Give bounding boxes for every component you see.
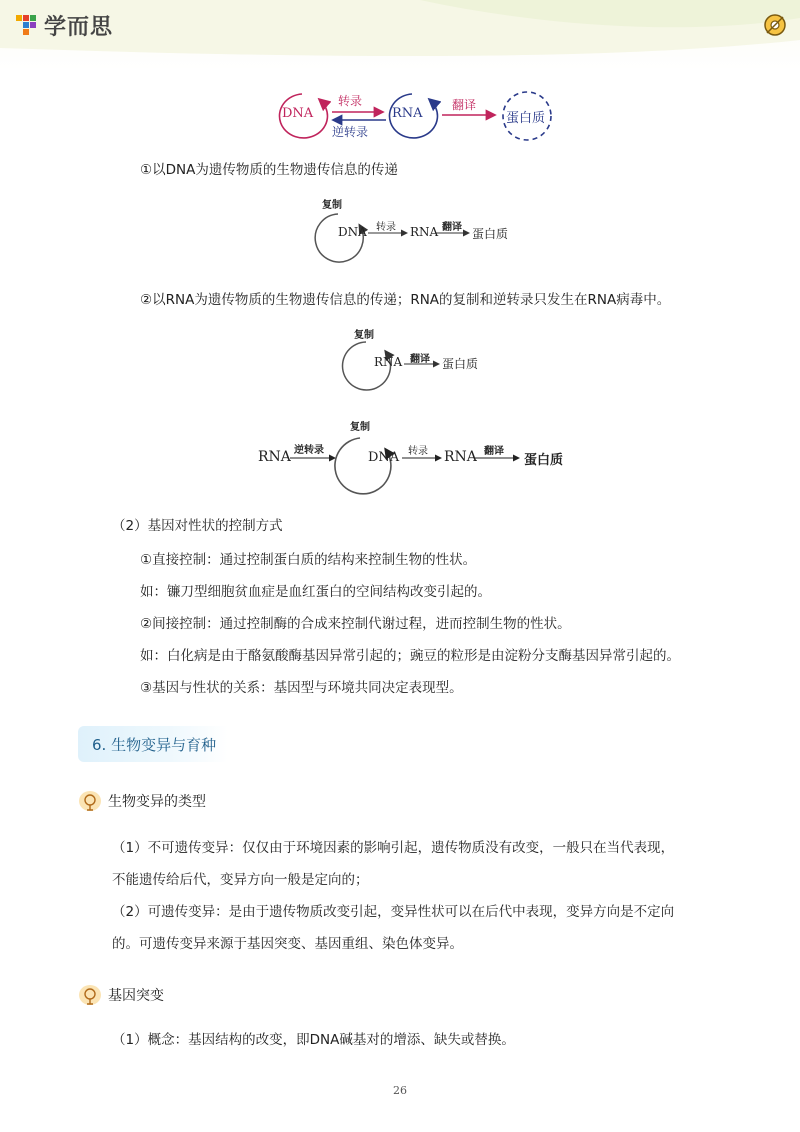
protein-label: 蛋白质 xyxy=(524,453,564,468)
control-line: 如：镰刀型细胞贫血症是血红蛋白的空间结构改变引起的。 xyxy=(140,584,491,600)
item1-text: ①以DNA为遗传物质的生物遗传信息的传递 xyxy=(140,162,398,178)
rna-label: RNA xyxy=(392,106,423,121)
body-line: （1）概念：基因结构的改变，即DNA碱基对的增添、缺失或替换。 xyxy=(112,1032,515,1048)
brand-logo xyxy=(14,10,113,41)
subsection-title: 生物变异的类型 xyxy=(108,794,206,810)
dna-label: DNA xyxy=(282,106,314,121)
protein-label: 蛋白质 xyxy=(506,111,546,126)
section-title: 6. 生物变异与育种 xyxy=(92,736,217,754)
protein-label: 蛋白质 xyxy=(442,357,479,371)
control-line: 如：白化病是由于酪氨酸酶基因异常引起的；豌豆的粒形是由淀粉分支酶基因异常引起的。 xyxy=(140,648,680,664)
reverse-transcription-label: 逆转录 xyxy=(332,125,369,139)
item2-text: ②以RNA为遗传物质的生物遗传信息的传递；RNA的复制和逆转录只发生在RNA病毒中。 xyxy=(140,292,671,308)
subsection-heading xyxy=(78,984,164,1006)
header-decoration xyxy=(0,0,800,70)
rna-label: RNA xyxy=(410,225,439,239)
brand-name: 学而思 xyxy=(44,15,114,40)
brand-logo-icon xyxy=(14,13,40,39)
transcription-label: 转录 xyxy=(338,94,363,108)
control-line: ①直接控制：通过控制蛋白质的结构来控制生物的性状。 xyxy=(140,552,477,568)
rna-flow-diagram-b xyxy=(256,416,576,496)
transcription-label: 转录 xyxy=(376,222,396,233)
control-line: ③基因与性状的关系：基因型与环境共同决定表现型。 xyxy=(140,680,463,696)
page-number: 26 xyxy=(393,1084,407,1097)
rna-label: RNA xyxy=(444,449,477,465)
body-line: （2）可遗传变异：是由于遗传物质改变引起，变异性状可以在后代中表现，变异方向是不定向 xyxy=(112,904,675,920)
translation-label: 翻译 xyxy=(452,98,477,112)
rna-label: RNA xyxy=(374,355,403,369)
flower-icon xyxy=(78,984,102,1006)
replication-label: 复制 xyxy=(354,330,374,341)
transcription-label: 转录 xyxy=(408,446,428,457)
dna-label: DNA xyxy=(338,225,367,239)
body-line: 不能遗传给后代，变异方向一般是定向的； xyxy=(112,872,369,888)
replication-label: 复制 xyxy=(350,422,370,433)
dna-label: DNA xyxy=(368,450,400,465)
subsection-heading xyxy=(78,790,206,812)
rna-start-label: RNA xyxy=(258,449,291,465)
translation-label: 翻译 xyxy=(484,446,504,457)
control-heading: （2）基因对性状的控制方式 xyxy=(112,518,283,534)
control-line: ②间接控制：通过控制酶的合成来控制代谢过程，进而控制生物的性状。 xyxy=(140,616,571,632)
flower-icon xyxy=(78,790,102,812)
body-line: （1）不可遗传变异：仅仅由于环境因素的影响引起，遗传物质没有改变，一般只在当代表现， xyxy=(112,840,675,856)
dna-flow-diagram xyxy=(310,196,530,266)
reverse-transcription-label: 逆转录 xyxy=(294,445,324,456)
subsection-title: 基因突变 xyxy=(108,988,164,1004)
protein-label: 蛋白质 xyxy=(472,227,509,241)
rna-flow-diagram-a xyxy=(340,324,500,394)
body-line: 的。可遗传变异来源于基因突变、基因重组、染色体变异。 xyxy=(112,936,463,952)
translation-label: 翻译 xyxy=(442,222,462,233)
replication-label: 复制 xyxy=(322,200,342,211)
gear-badge-icon xyxy=(762,12,788,38)
central-dogma-diagram xyxy=(262,84,562,144)
translation-label: 翻译 xyxy=(410,354,430,365)
